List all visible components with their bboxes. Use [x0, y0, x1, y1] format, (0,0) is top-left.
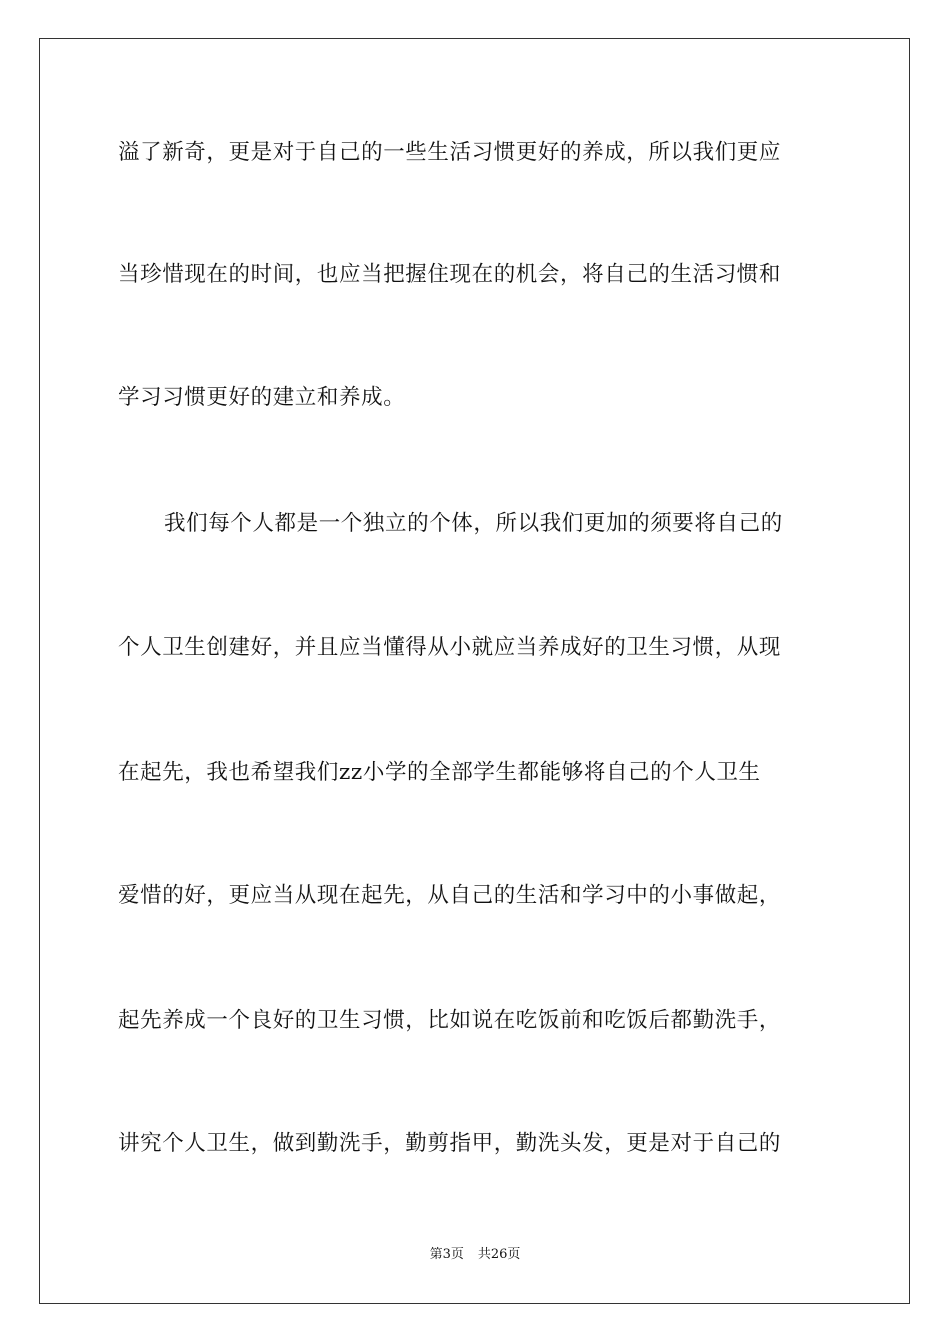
body-text-line: 讲究个人卫生，做到勤洗手，勤剪指甲，勤洗头发，更是对于自己的	[118, 1131, 782, 1156]
total-pages: 共26页	[477, 1247, 521, 1262]
body-text-line: 学习习惯更好的建立和养成。	[118, 385, 406, 410]
body-text-line: 爱惜的好，更应当从现在起先，从自己的生活和学习中的小事做起，	[118, 883, 782, 908]
page-border	[39, 38, 910, 1304]
body-text-line: 当珍惜现在的时间，也应当把握住现在的机会，将自己的生活习惯和	[118, 262, 782, 287]
page-number: 第3页	[429, 1247, 464, 1262]
body-text-line: 起先养成一个良好的卫生习惯，比如说在吃饭前和吃饭后都勤洗手，	[118, 1008, 782, 1033]
body-text-line: 个人卫生创建好，并且应当懂得从小就应当养成好的卫生习惯，从现	[118, 635, 782, 660]
page-footer	[0, 1246, 950, 1264]
paragraph-start-line: 我们每个人都是一个独立的个体，所以我们更加的须要将自己的	[164, 511, 783, 536]
body-text-line: 在起先，我也希望我们zz小学的全部学生都能够将自己的个人卫生	[118, 760, 761, 785]
body-text-line: 溢了新奇，更是对于自己的一些生活习惯更好的养成，所以我们更应	[118, 140, 782, 165]
